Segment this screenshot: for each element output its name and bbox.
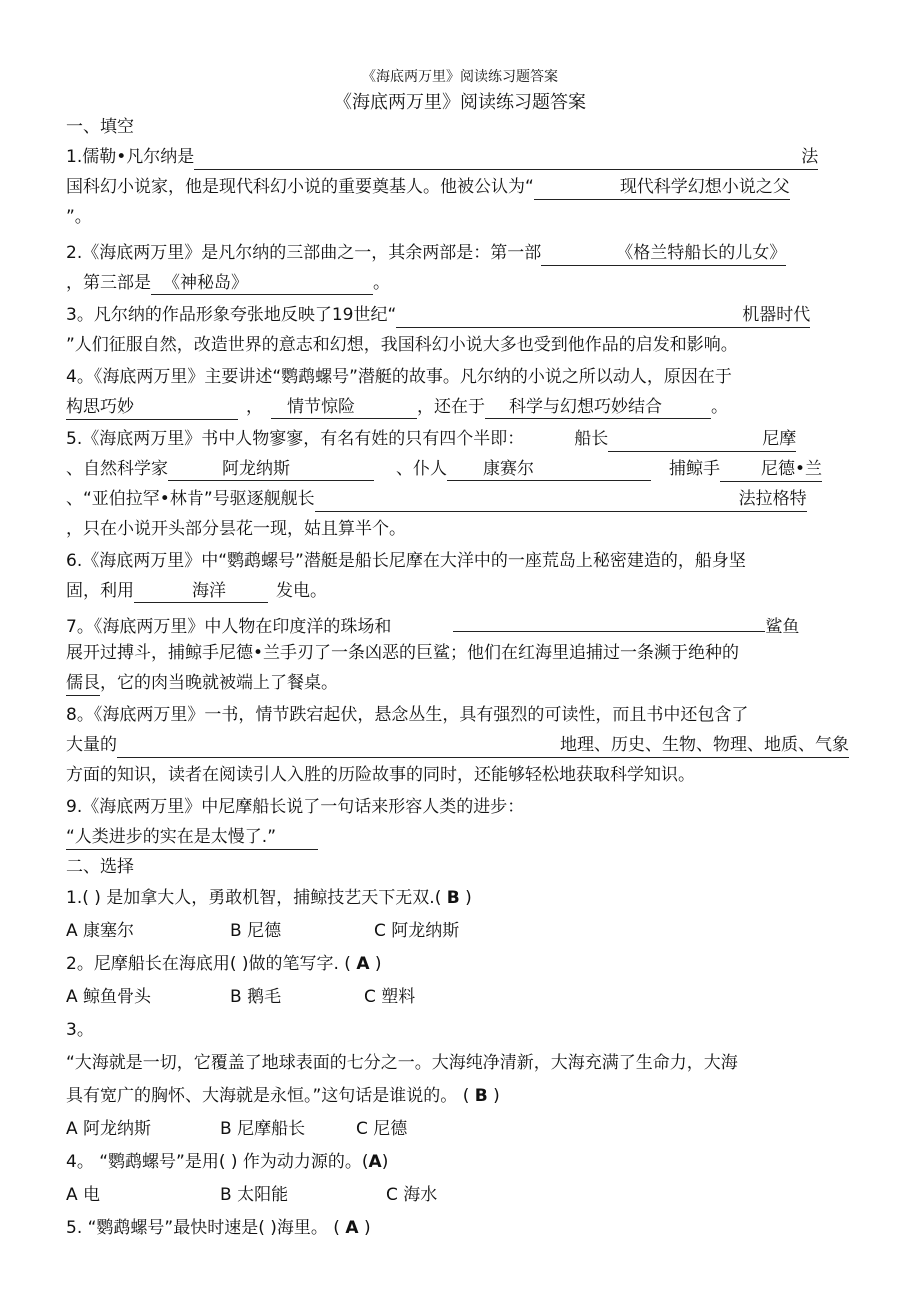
c1-options [66,915,856,948]
q2-text-2: ，第三部是 [66,273,151,293]
q1-line2 [66,172,856,202]
q3-answer-blank: 机器时代 [396,304,810,328]
c1-text: 1.( ) 是加拿大人，勇敢机智，捕鲸技艺天下无双.( [66,888,442,908]
q5-answer-blank-5: 法拉格特 [315,488,807,512]
q8-line2 [66,730,856,760]
q9-answer-blank: “人类进步的实在是太慢了.” [66,826,318,850]
c5-question [66,1212,856,1245]
q4-answer-blank-3: 科学与幻想巧妙结合 [485,396,711,419]
q5-text-3: 、仆人 [396,459,447,479]
c4-option-c: C 海水 [386,1185,438,1205]
q7-line1 [66,608,856,638]
c3-paren: ) [493,1086,500,1106]
q3-line2 [66,330,856,360]
c2-answer: A [356,954,370,974]
q5-answer-blank: 尼摩 [608,428,796,452]
c2-option-b: B 鹅毛 [230,987,282,1007]
q5-text-5: 、“亚伯拉罕•林肯”号驱逐舰舰长 [66,489,315,509]
q4-line2 [66,392,856,422]
c4-paren: ) [381,1152,389,1172]
c3-option-c: C 尼德 [356,1119,408,1139]
c1-paren: ) [465,888,472,908]
q8-text-3: 方面的知识，读者在阅读引人入胜的历险故事的同时，还能够轻松地获取科学知识。 [66,765,695,785]
q4-text-4: 。 [711,397,728,417]
q1-text-2: 国科幻小说家，他是现代科幻小说的重要奠基人。他被公认为“ [66,177,534,197]
c2-paren: ) [374,954,382,974]
q8-line1 [66,700,856,730]
c3-option-b: B 尼摩船长 [220,1119,306,1139]
c3-options [66,1113,856,1146]
q5-text-captain: 船长 [574,429,609,449]
q5-line2 [66,454,856,484]
section-heading-choice: 二、选择 [66,857,134,877]
q2-line2 [66,268,856,298]
q6-line2 [66,576,856,606]
c3-question-line2 [66,1080,856,1113]
q5-answer-blank-2: 阿龙纳斯 [168,458,374,481]
c4-option-b: B 太阳能 [220,1185,289,1205]
q5-text-4: 捕鲸手 [669,459,720,479]
q9-line1 [66,792,856,822]
q5-answer-blank-4: 尼德•兰 [720,458,822,482]
q1-text: 1.儒勒•凡尔纳是 [66,147,195,167]
q5-text-6: ，只在小说开头部分昙花一现，姑且算半个。 [66,519,406,539]
q8-answer-blank: 地理、历史、生物、物理、地质、气象 [117,734,849,758]
c2-question [66,948,856,981]
q6-text-2: 固，利用 [66,581,134,601]
c4-options [66,1179,856,1212]
q6-text-3: 发电。 [276,581,327,601]
q6-text: 6.《海底两万里》中“鹦鹉螺号”潜艇是船长尼摩在大洋中的一座荒岛上秘密建造的，船身坚 [66,551,746,571]
q6-answer-blank: 海洋 [134,580,268,603]
c1-option-b: B 尼德 [230,921,282,941]
c3-text: 具有宽广的胸怀、大海就是永恒。”这句话是谁说的。 ( [66,1086,470,1106]
q5-text-2: 、自然科学家 [66,459,168,479]
q4-line1 [66,362,856,392]
q7-answer-blank-2: 儒艮 [66,672,100,696]
section-heading-fill: 一、填空 [66,117,134,137]
q2-text: 2.《海底两万里》是凡尔纳的三部曲之一，其余两部是：第一部 [66,243,542,263]
q7-line3 [66,668,856,698]
c1-option-a: A 康塞尔 [66,921,135,941]
q3-line1 [66,300,856,330]
c3-number: 3。 [66,1020,94,1040]
c4-question [66,1146,856,1179]
q7-blank-line [453,608,765,632]
c2-option-a: A 鲸鱼骨头 [66,987,152,1007]
q2-answer-blank-2: 《神秘岛》 [151,272,373,295]
q7-text-2: 展开过搏斗，捕鲸手尼德•兰手刃了一条凶恶的巨鲨；他们在红海里追捕过一条濒于绝种的 [66,643,740,663]
q7-text: 7。《海底两万里》中人物在印度洋的珠场和 [66,617,392,637]
q4-text-3: ，还在于 [417,397,485,417]
q5-text: 5.《海底两万里》书中人物寥寥，有名有姓的只有四个半即： [66,429,525,449]
q7-line2 [66,638,856,668]
c5-answer: A [345,1218,359,1238]
q8-text-2: 大量的 [66,735,117,755]
c1-option-c: C 阿龙纳斯 [374,921,460,941]
q9-text: 9.《海底两万里》中尼摩船长说了一句话来形容人类的进步： [66,797,525,817]
c2-options [66,981,856,1014]
q1-line1 [66,142,856,172]
c5-paren: ) [363,1218,371,1238]
q5-answer-blank-3: 康赛尔 [447,458,651,481]
running-header: 《海底两万里》阅读练习题答案 [362,69,558,85]
q2-answer-blank: 《格兰特船长的儿女》 [541,242,786,266]
q5-line1 [66,424,856,454]
q9-line2 [66,822,856,852]
q4-text-2: ， [246,397,263,417]
q7-answer: 鲨鱼 [765,617,800,637]
q1-answer-blank-2: 现代科学幻想小说之父 [534,176,790,200]
page-title: 《海底两万里》阅读练习题答案 [334,92,586,113]
q2-text-3: 。 [373,273,390,293]
q8-text: 8。《海底两万里》一书，情节跌宕起伏，悬念丛生，具有强烈的可读性，而且书中还包含了 [66,705,749,725]
q7-text-3: ，它的肉当晚就被端上了餐桌。 [100,673,338,693]
q5-line4 [66,514,856,544]
c4-text: 4。 “鹦鹉螺号”是用( ) 作为动力源的。( [66,1152,369,1172]
c1-answer: B [446,888,460,908]
q5-line3 [66,484,856,514]
q1-line3 [66,202,856,232]
document-body [66,112,856,1245]
q6-line1 [66,546,856,576]
c3-answer: B [474,1086,488,1106]
c2-option-c: C 塑料 [364,987,416,1007]
c3-option-a: A 阿龙纳斯 [66,1119,152,1139]
c3-question-line1: “大海就是一切，它覆盖了地球表面的七分之一。大海纯净清新，大海充满了生命力，大海 [66,1053,738,1073]
c1-question [66,882,856,915]
c4-option-a: A 电 [66,1185,101,1205]
q3-text-2: ”人们征服自然，改造世界的意志和幻想，我国科幻小说大多也受到他作品的启发和影响。 [66,335,738,355]
c2-text: 2。尼摩船长在海底用( )做的笔写字. ( [66,954,351,974]
q4-answer-blank: 构思巧妙 [66,396,238,420]
q3-text: 3。凡尔纳的作品形象夸张地反映了19世纪“ [66,305,397,325]
q1-text-3: ”。 [66,207,92,227]
c5-text: 5. “鹦鹉螺号”最快时速是( )海里。 ( [66,1218,340,1238]
q8-line3 [66,760,856,790]
q4-answer-blank-2: 情节惊险 [271,396,417,419]
q1-answer-blank: 法 [194,146,818,170]
c4-answer: A [368,1152,382,1172]
q4-text: 4。《海底两万里》主要讲述“鹦鹉螺号”潜艇的故事。凡尔纳的小说之所以动人，原因在于 [66,367,732,387]
q2-line1 [66,238,856,268]
